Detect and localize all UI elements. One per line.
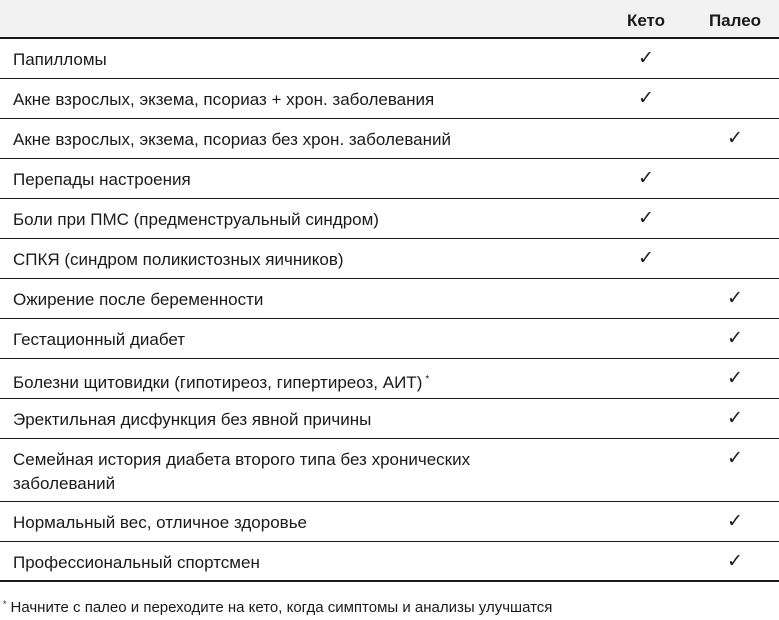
table-row [0,502,779,542]
row-label [13,168,573,192]
row-label-text: Папилломы [13,50,107,69]
table-header [0,0,779,37]
check-icon-paleo: ✓ [727,287,743,309]
row-label-text: Перепады настроения [13,170,191,189]
row-label [13,128,573,152]
table-row [0,359,779,399]
row-label-text: Профессиональный спортсмен [13,553,260,572]
row-label-text: Семейная история диабета второго типа без хронических заболеваний [13,450,471,493]
check-icon-paleo: ✓ [727,550,743,572]
check-icon-paleo: ✓ [727,447,743,469]
table-row [0,279,779,319]
check-icon-keto: ✓ [638,87,654,109]
row-label-text: Ожирение после беременности [13,290,264,309]
row-label-text: Эректильная дисфункция без явной причины [13,410,372,429]
table-row [0,542,779,582]
check-icon-paleo: ✓ [727,327,743,349]
table-row [0,79,779,119]
table-row [0,119,779,159]
row-label-text: Гестационный диабет [13,330,186,349]
table-body [0,39,779,582]
row-label [13,88,573,112]
check-icon-paleo: ✓ [727,510,743,532]
table-row [0,39,779,79]
check-icon-paleo: ✓ [727,367,743,389]
table-row [0,439,779,502]
table-row [0,159,779,199]
check-icon-keto: ✓ [638,207,654,229]
row-label-text: Боли при ПМС (предменструальный синдром) [13,210,379,229]
footnote [3,599,552,616]
row-label [13,48,573,72]
row-label [13,328,573,352]
row-label-text: Нормальный вес, отличное здоровье [13,513,308,532]
check-icon-keto: ✓ [638,47,654,69]
column-header-keto: Кето [626,11,666,30]
row-label [13,448,573,496]
row-label [13,551,573,575]
check-icon-keto: ✓ [638,167,654,189]
check-icon-paleo: ✓ [727,127,743,149]
row-label-text: Акне взрослых, экзема, псориаз без хрон. заболеваний [13,130,452,149]
row-label-text: Болезни щитовидки (гипотиреоз, гипертиреоз, АИТ) [13,373,423,392]
check-icon-keto: ✓ [638,247,654,269]
row-label-text: СПКЯ (синдром поликистозных яичников) [13,250,344,269]
check-icon-paleo: ✓ [727,407,743,429]
table-row [0,239,779,279]
table-row [0,399,779,439]
footnote-text: Начните с палео и переходите на кето, когда симптомы и анализы улучшатся [10,599,553,616]
footnote-mark: * [3,599,7,609]
row-label-text: Акне взрослых, экзема, псориаз + хрон. заболевания [13,90,435,109]
column-header-paleo: Палео [708,11,762,30]
footnote-reference: * [425,374,430,385]
table-row [0,199,779,239]
row-label [13,288,573,312]
row-label [13,248,573,272]
row-label [13,511,573,535]
row-label [13,208,573,232]
row-label [13,408,573,432]
row-label [13,368,573,395]
table-row [0,319,779,359]
